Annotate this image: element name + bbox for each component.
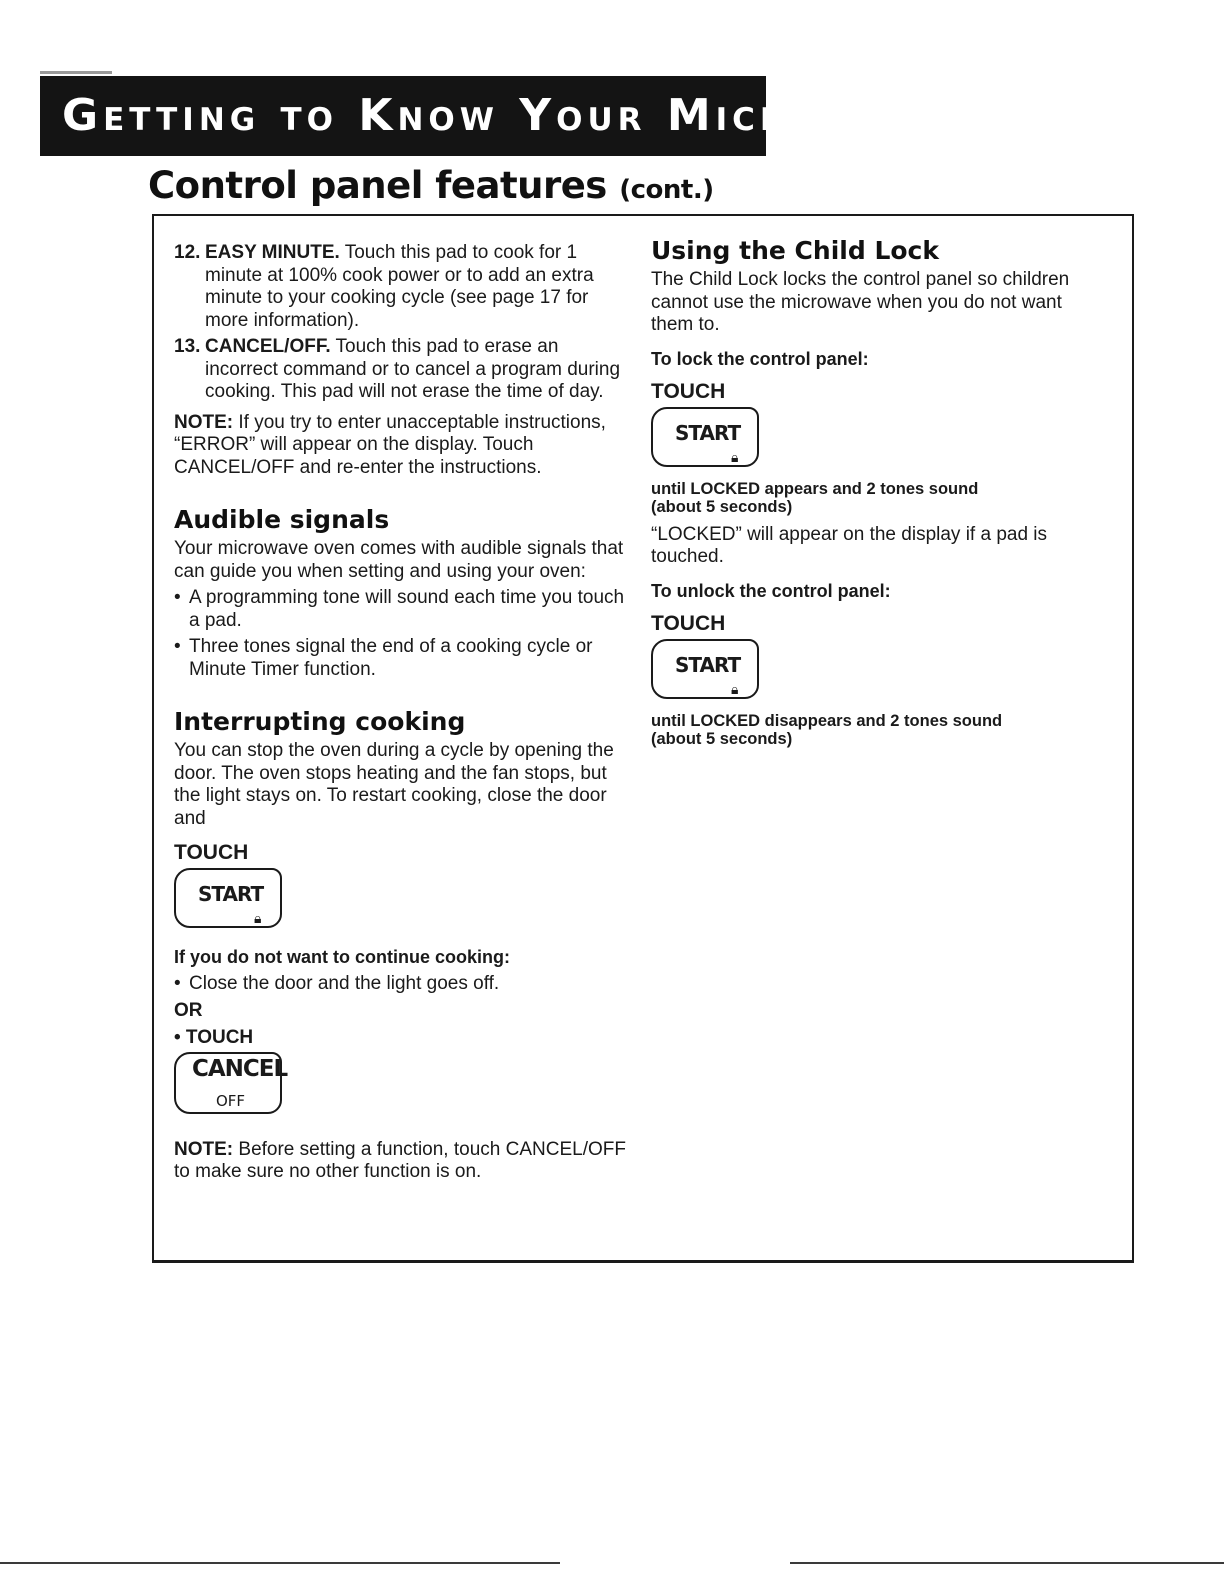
cancel-key-label: CANCEL: [192, 1055, 288, 1082]
touch-cancel-label: • TOUCH: [174, 1027, 254, 1048]
section-banner: [40, 76, 1089, 156]
or-label: OR: [174, 999, 203, 1021]
item-text: Touch this pad to erase an incorrect command or to cancel a program during cooking. This pad will not erase the time of day.: [205, 336, 621, 402]
start-key-label: START: [675, 420, 741, 445]
interrupting-text: You can stop the oven during a cycle by opening the door. The oven stops heating and the fan stops, but the light stays on. To restart cooking, close the door and: [174, 740, 614, 829]
lock-heading: To lock the control panel:: [651, 348, 869, 369]
start-key: [651, 407, 759, 467]
stop-heading: If you do not want to continue cooking:: [174, 946, 510, 967]
bullet-text: A programming tone will sound each time you touch a pad.: [189, 587, 625, 631]
item-number: 13.: [174, 336, 201, 357]
item-label: CANCEL/OFF.: [205, 336, 331, 357]
item-text: Touch this pad to cook for 1 minute at 100% cook power or to add an extra minute to your cooking cycle (see page 17 for more information).: [205, 242, 594, 331]
note-text: If you try to enter unacceptable instructions, “ERROR” will appear on the display. Touch CANCEL/OFF and re-enter the instructions.: [174, 411, 606, 478]
feature-item-13: [174, 336, 630, 404]
interrupting-heading: Interrupting cooking: [174, 707, 466, 736]
bullet-dot: •: [174, 636, 181, 657]
bullet-dot: •: [174, 973, 181, 994]
child-lock-intro: The Child Lock locks the control panel so children cannot use the microwave when you do not want them to.: [651, 269, 1070, 335]
footer-rule: [790, 1562, 1224, 1564]
lock-icon: 🔒︎: [254, 910, 262, 927]
lock-icon: 🔒︎: [731, 449, 739, 466]
right-column: [651, 236, 1101, 748]
start-key: [651, 639, 759, 699]
note-label: NOTE:: [174, 411, 234, 433]
banner-title: Getting to Know Your Microwave Oven: [62, 90, 1089, 141]
audible-heading: Audible signals: [174, 505, 390, 534]
unlock-caption-line2: (about 5 seconds): [651, 729, 793, 748]
touch-label: TOUCH: [651, 612, 726, 635]
unlock-heading: To unlock the control panel:: [651, 580, 891, 601]
lock-icon: 🔒︎: [731, 681, 739, 698]
note-cancel: [174, 1139, 630, 1184]
footer-rule: [0, 1562, 560, 1564]
cancel-off-key: [174, 1052, 288, 1114]
lock-caption-line2: (about 5 seconds): [651, 497, 793, 516]
page-title-suffix: (cont.): [619, 175, 714, 205]
page-title-text: Control panel features: [148, 164, 607, 207]
audible-bullet: [174, 636, 630, 681]
feature-item-12: [174, 242, 630, 332]
touch-label: TOUCH: [651, 380, 726, 403]
audible-bullet: [174, 587, 630, 632]
note-text: Before setting a function, touch CANCEL/OFF to make sure no other function is on.: [174, 1138, 626, 1182]
bullet-dot: •: [174, 587, 181, 608]
lock-caption-line1: until LOCKED appears and 2 tones sound: [651, 479, 979, 498]
page-title: [148, 164, 714, 207]
item-label: EASY MINUTE.: [205, 242, 340, 263]
banner-speck: [40, 71, 112, 74]
bullet-text: Close the door and the light goes off.: [189, 973, 500, 994]
start-key: [174, 868, 282, 928]
off-key-label: OFF: [216, 1091, 246, 1110]
touch-label: TOUCH: [174, 841, 249, 864]
unlock-caption-line1: until LOCKED disappears and 2 tones sound: [651, 711, 1003, 730]
note-error: [174, 412, 630, 480]
start-key-label: START: [198, 881, 264, 906]
audible-intro: Your microwave oven comes with audible signals that can guide you when setting and using your oven:: [174, 538, 624, 582]
child-lock-heading: Using the Child Lock: [651, 236, 939, 265]
left-column: [174, 242, 630, 1184]
start-key-label: START: [675, 652, 741, 677]
item-number: 12.: [174, 242, 201, 263]
note-label: NOTE:: [174, 1138, 234, 1160]
bullet-text: Three tones signal the end of a cooking cycle or Minute Timer function.: [189, 636, 593, 680]
locked-display-text: “LOCKED” will appear on the display if a pad is touched.: [651, 523, 1048, 567]
stop-bullet: [174, 973, 630, 996]
